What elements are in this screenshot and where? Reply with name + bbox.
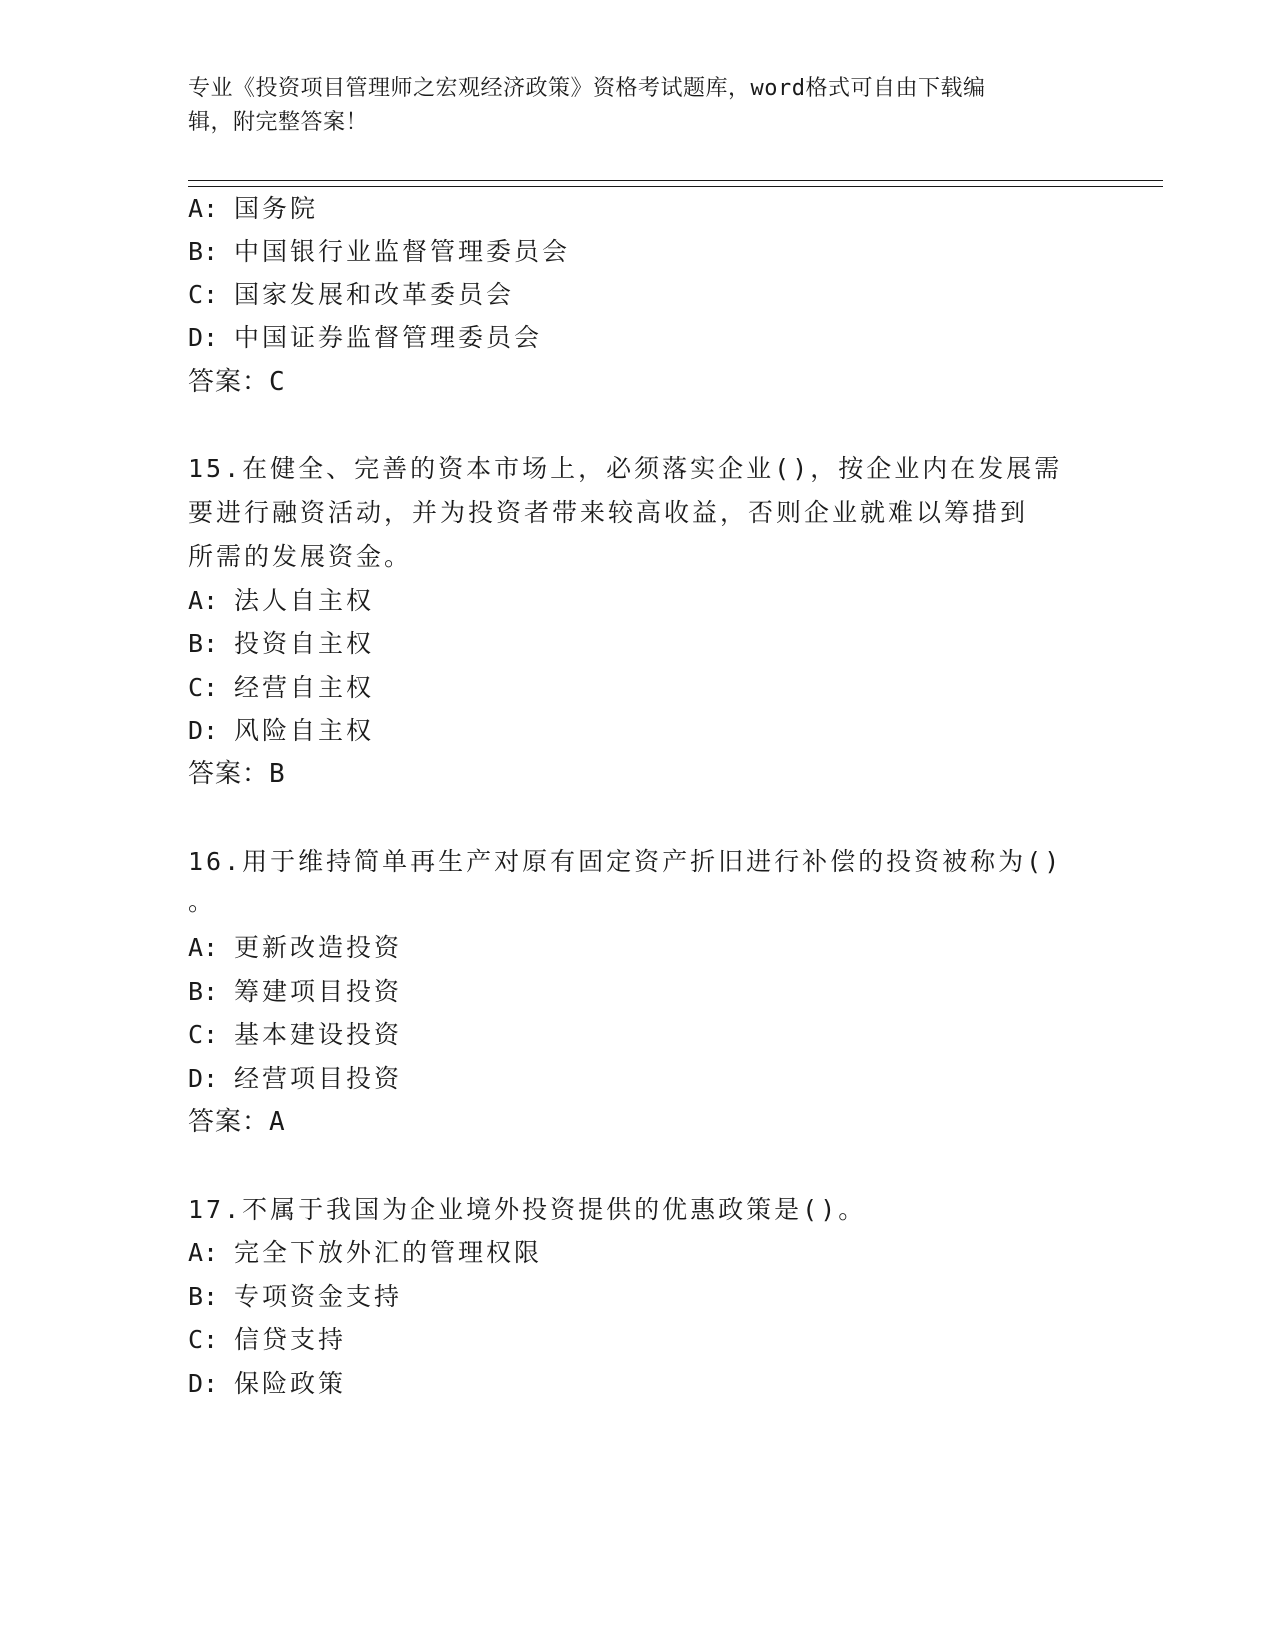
q15-option-d: D: 风险自主权 <box>188 716 375 745</box>
q16-answer: 答案：A <box>188 1107 286 1137</box>
q15-stem-line-2: 要进行融资活动，并为投资者带来较高收益，否则企业就难以筹措到 <box>188 498 1029 527</box>
q16-option-c: C: 基本建设投资 <box>188 1020 403 1049</box>
q16-option-d: D: 经营项目投资 <box>188 1064 403 1093</box>
q14-option-c: C: 国家发展和改革委员会 <box>188 280 515 309</box>
q15-option-c: C: 经营自主权 <box>188 673 375 702</box>
q15-option-b: B: 投资自主权 <box>188 629 375 658</box>
q17-option-a: A: 完全下放外汇的管理权限 <box>188 1238 543 1267</box>
q14-option-d: D: 中国证券监督管理委员会 <box>188 323 543 352</box>
q14-answer: 答案：C <box>188 367 286 397</box>
header-divider <box>188 180 1163 187</box>
q15-stem-line-3: 所需的发展资金。 <box>188 542 413 571</box>
q16-stem-line-2: 。 <box>188 887 217 916</box>
header-line-2: 辑，附完整答案！ <box>188 110 369 135</box>
q17-stem-line-1: 17.不属于我国为企业境外投资提供的优惠政策是()。 <box>188 1195 867 1224</box>
q15-option-a: A: 法人自主权 <box>188 586 375 615</box>
q17-option-b: B: 专项资金支持 <box>188 1282 403 1311</box>
q17-option-c: C: 信贷支持 <box>188 1325 347 1354</box>
q16-option-a: A: 更新改造投资 <box>188 933 403 962</box>
q14-option-b: B: 中国银行业监督管理委员会 <box>188 237 571 266</box>
header-line-1: 专业《投资项目管理师之宏观经济政策》资格考试题库，word格式可自由下载编 <box>188 76 986 101</box>
q15-answer: 答案：B <box>188 759 286 789</box>
q17-option-d: D: 保险政策 <box>188 1369 347 1398</box>
document-header <box>188 72 1068 140</box>
q14-option-a: A: 国务院 <box>188 194 319 223</box>
q15-stem-line-1: 15.在健全、完善的资本市场上，必须落实企业()，按企业内在发展需 <box>188 454 1063 483</box>
q16-stem-line-1: 16.用于维持简单再生产对原有固定资产折旧进行补偿的投资被称为() <box>188 847 1063 876</box>
q16-option-b: B: 筹建项目投资 <box>188 977 403 1006</box>
